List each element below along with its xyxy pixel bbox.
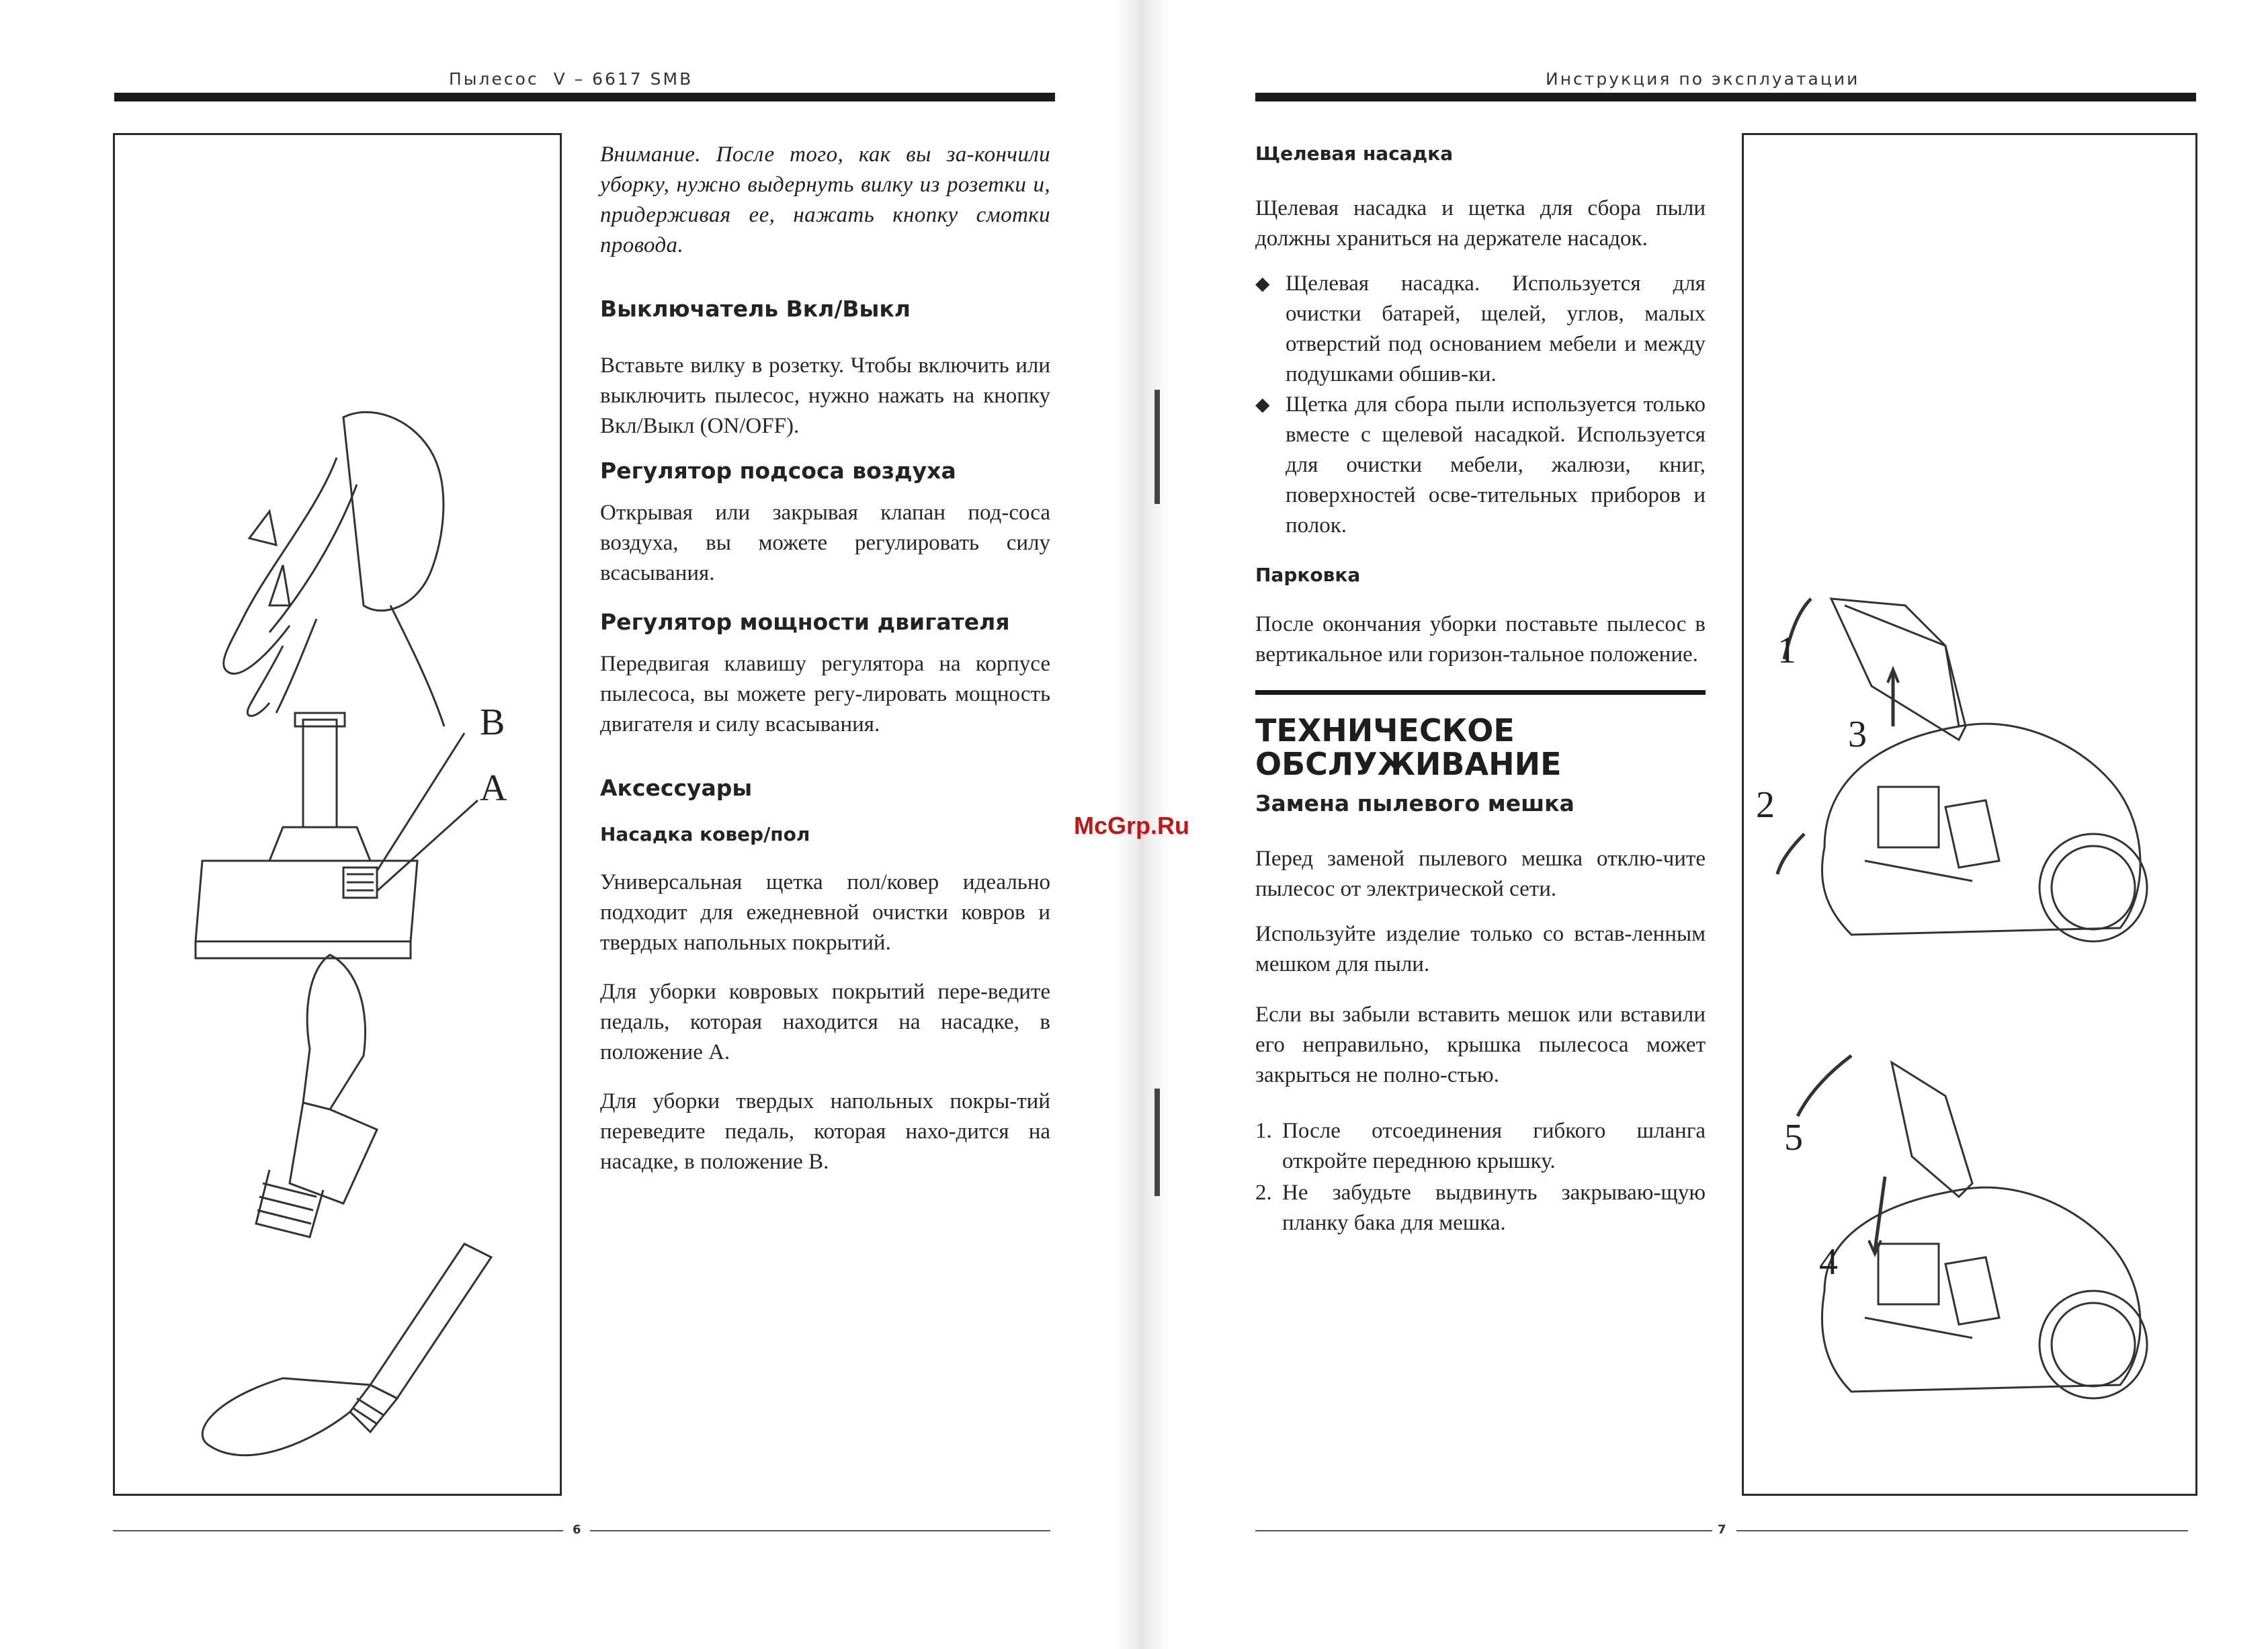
bullet-item: ◆ Щетка для сбора пыли используется только вместе с щелевой насадкой. Используется для очистки мебели, жалюзи, книг, поверхностей осве-тительных приборов и полок. [1255, 390, 1706, 541]
crevice-intro: Щелевая насадка и щетка для сбора пыли должны храниться на держателе насадок. [1255, 196, 1706, 251]
left-header-rule [114, 93, 1055, 101]
right-page-header: Инструкция по эксплуатации [1546, 69, 1860, 89]
left-footer-rule-a [113, 1530, 563, 1531]
section-heading-air-valve: Регулятор подсоса воздуха [600, 458, 956, 484]
section-text-power: Передвигая клавишу регулятора на корпусе пылесоса, вы можете регу-лировать мощность двигателя и силу всасывания. [600, 652, 1050, 736]
figure-label-a: A [480, 767, 507, 809]
crevice-tool-illustration [202, 1244, 491, 1455]
left-footer-rule-b [590, 1530, 1050, 1531]
nozzle-paragraph-3: Для уборки твердых напольных покры-тий переведите педаль, которая нахо-дится на насадке, в положение В. [600, 1089, 1050, 1174]
right-footer-rule-b [1736, 1530, 2188, 1531]
accessories-heading: Аксессуары [600, 775, 753, 801]
nozzle-heading: Насадка ковер/пол [600, 823, 810, 845]
section-text-air-valve: Открывая или закрывая клапан под-соса воздуха, вы можете регулировать силу всасывания. [600, 501, 1050, 585]
maintenance-title-line-2: ОБСЛУЖИВАНИЕ [1255, 746, 1562, 782]
bag-paragraph-2: Используйте изделие только со встав-ленным мешком для пыли. [1255, 922, 1706, 976]
step-label-5: 5 [1784, 1117, 1803, 1158]
left-text-column [600, 140, 1050, 1177]
crevice-heading: Щелевая насадка [1255, 142, 1454, 165]
binding-staple-bottom [1154, 1089, 1160, 1196]
step-label-2: 2 [1756, 784, 1775, 826]
maintenance-rule [1255, 690, 1706, 695]
vacuum-bag-replacement-illustrations [1744, 135, 2195, 1494]
binding-staple-top [1154, 390, 1160, 504]
vacuum-open-lid-illustration-bottom [1798, 1056, 2147, 1398]
steps-list [1255, 1116, 1706, 1238]
crevice-brush-illustration [256, 955, 377, 1237]
crevice-bullet-list [1255, 269, 1706, 541]
step-item: 2. Не забудьте выдвинуть закрываю-щую планку бака для мешка. [1255, 1181, 1706, 1235]
vacuum-open-lid-illustration-top [1777, 599, 2147, 941]
nozzle-paragraph-1: Универсальная щетка пол/ковер идеально подходит для ежедневной очистки ковров и твердых напольных покрытий. [600, 870, 1050, 955]
step-item: 1. После отсоединения гибкого шланга откройте переднюю крышку. [1255, 1119, 1706, 1173]
step-label-1: 1 [1777, 630, 1796, 671]
warning-note: Внимание. После того, как вы за-кончили уборку, нужно выдернуть вилку из розетки и, придерживая ее, нажать кнопку смотки провода. [600, 142, 1050, 257]
section-heading-switch: Выключатель Вкл/Выкл [600, 296, 911, 322]
left-page-header: Пылесос V – 6617 SMB [449, 69, 694, 89]
bag-heading: Замена пылевого мешка [1255, 790, 1574, 816]
right-illustration-frame [1742, 133, 2197, 1496]
bag-paragraph-3: Если вы забыли вставить мешок или вставили его неправильно, крышка пылесоса может закрыться не полно-стью. [1255, 1003, 1706, 1087]
right-footer-rule-a [1255, 1530, 1712, 1531]
step-label-3: 3 [1848, 714, 1867, 755]
diamond-bullet-icon: ◆ [1255, 273, 1270, 294]
maintenance-title-line-1: ТЕХНИЧЕСКОЕ [1255, 712, 1515, 749]
nozzle-paragraph-2: Для уборки ковровых покрытий пере-ведите педаль, которая находится на насадке, в положение А. [600, 980, 1050, 1064]
attachments-illustrations [115, 135, 560, 1494]
left-illustration-frame [113, 133, 562, 1496]
bag-paragraph-1: Перед заменой пылевого мешка отклю-чите пылесос от электрической сети. [1255, 847, 1706, 901]
left-page-number: 6 [573, 1523, 581, 1537]
section-heading-power: Регулятор мощности двигателя [600, 609, 1010, 635]
watermark: McGrp.Ru [1074, 812, 1190, 839]
parking-text: После окончания уборки поставьте пылесос в вертикальное или горизон-тальное положение. [1255, 612, 1706, 667]
bullet-item: ◆ Щелевая насадка. Используется для очистки батарей, щелей, углов, малых отверстий под основанием мебели и между подушками обшив-ки. [1255, 269, 1706, 390]
step-label-4: 4 [1819, 1241, 1838, 1283]
floor-nozzle-illustration [196, 713, 478, 958]
right-page-number: 7 [1718, 1523, 1726, 1537]
hand-on-pedal-illustration [224, 412, 444, 726]
figure-label-b: B [480, 702, 505, 743]
diamond-bullet-icon: ◆ [1255, 394, 1270, 415]
parking-heading: Парковка [1255, 564, 1361, 586]
right-header-rule [1255, 93, 2196, 101]
section-text-switch: Вставьте вилку в розетку. Чтобы включить или выключить пылесос, нужно нажать на кнопку Вкл/Выкл (ON/OFF). [600, 353, 1050, 438]
right-text-column [1255, 141, 1706, 1238]
